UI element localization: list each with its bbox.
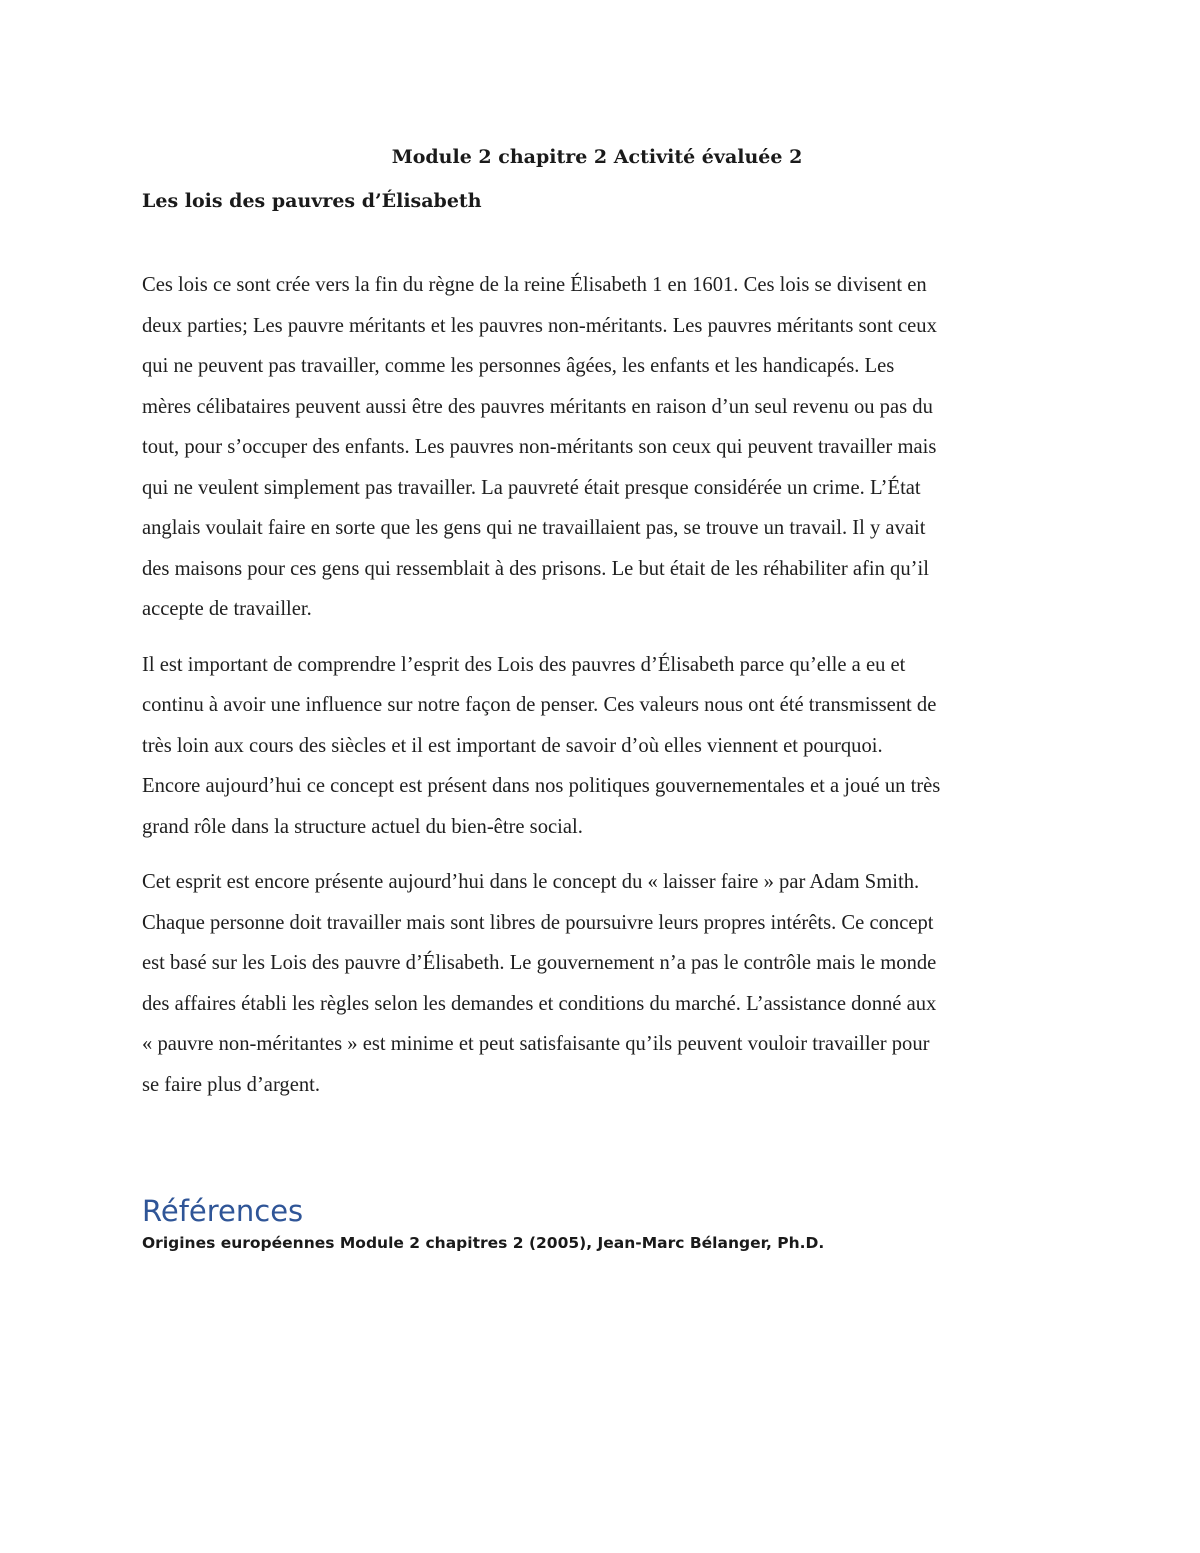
text-line: se faire plus d’argent.	[142, 1073, 321, 1096]
text-line: des maisons pour ces gens qui ressemblait à des prisons. Le but était de les réhabiliter afin qu’il	[142, 557, 929, 580]
body-paragraph-2	[142, 645, 1052, 848]
text-line: Ces lois ce sont crée vers la fin du règne de la reine Élisabeth 1 en 1601. Ces lois se divisent en	[142, 274, 927, 296]
references-heading: Références	[142, 1194, 304, 1228]
text-line: est basé sur les Lois des pauvre d’Élisabeth. Le gouvernement n’a pas le contrôle mais le monde	[142, 952, 937, 974]
text-line: très loin aux cours des siècles et il est important de savoir d’où elles viennent et pourquoi.	[142, 734, 883, 757]
reference-entry: Origines européennes Module 2 chapitres 2 (2005), Jean-Marc Bélanger, Ph.D.	[142, 1234, 825, 1252]
text-line: qui ne veulent simplement pas travailler. La pauvreté était presque considérée un crime. L’État	[142, 476, 921, 499]
text-line: Cet esprit est encore présente aujourd’hui dans le concept du « laisser faire » par Adam Smith.	[142, 871, 920, 893]
document-title: Module 2 chapitre 2 Activité évaluée 2	[391, 146, 803, 168]
text-line: mères célibataires peuvent aussi être des pauvres méritants en raison d’un seul revenu ou pas du	[142, 395, 933, 418]
body-paragraph-1	[142, 265, 1052, 630]
text-line: des affaires établi les règles selon les demandes et conditions du marché. L’assistance donné aux	[142, 992, 937, 1015]
document-content	[142, 143, 1052, 1255]
text-line: deux parties; Les pauvre méritants et les pauvres non-méritants. Les pauvres méritants sont ceux	[142, 314, 937, 337]
text-line: grand rôle dans la structure actuel du bien-être social.	[142, 815, 583, 838]
text-line: Il est important de comprendre l’esprit des Lois des pauvres d’Élisabeth parce qu’elle a eu et	[142, 653, 906, 676]
text-line: tout, pour s’occuper des enfants. Les pauvres non-méritants son ceux qui peuvent travailler mais	[142, 436, 937, 458]
text-line: « pauvre non-méritantes » est minime et peut satisfaisante qu’ils peuvent vouloir travailler pour	[142, 1033, 930, 1055]
document-subtitle: Les lois des pauvres d’Élisabeth	[142, 190, 482, 212]
body-paragraph-3	[142, 862, 1052, 1105]
text-line: continu à avoir une influence sur notre façon de penser. Ces valeurs nous ont été transmissent de	[142, 694, 937, 716]
text-line: anglais voulait faire en sorte que les gens qui ne travaillaient pas, se trouve un travail. Il y avait	[142, 517, 926, 539]
text-line: Encore aujourd’hui ce concept est présent dans nos politiques gouvernementales et a joué un très	[142, 775, 941, 797]
text-line: qui ne peuvent pas travailler, comme les personnes âgées, les enfants et les handicapés. Les	[142, 355, 895, 377]
text-line: Chaque personne doit travailler mais sont libres de poursuivre leurs propres intérêts. Ce concept	[142, 911, 934, 934]
text-line: accepte de travailler.	[142, 598, 312, 620]
